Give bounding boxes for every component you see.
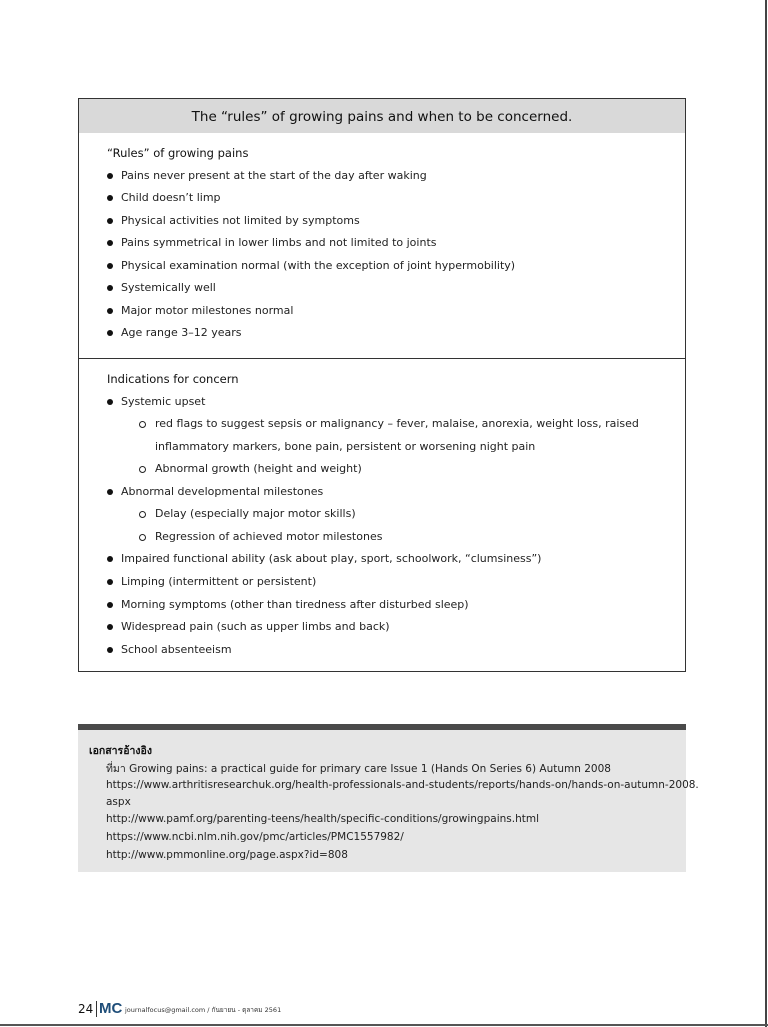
concern-section <box>79 359 685 671</box>
bullet-icon <box>107 489 113 495</box>
rules-section <box>79 133 685 358</box>
list-item: Impaired functional ability (ask about play, sport, schoolwork, “clumsiness”) <box>121 552 541 565</box>
list-item: Physical activities not limited by symptoms <box>121 214 360 227</box>
page-number: 24 <box>78 1002 94 1016</box>
sub-list-item: Regression of achieved motor milestones <box>155 530 382 543</box>
list-item: Morning symptoms (other than tiredness after disturbed sleep) <box>121 598 469 611</box>
references-panel <box>78 730 699 872</box>
list-item: Limping (intermittent or persistent) <box>121 575 316 588</box>
reference-url: https://www.ncbi.nlm.nih.gov/pmc/articles/PMC1557982/ <box>106 831 404 843</box>
circle-bullet-icon <box>139 511 146 518</box>
circle-bullet-icon <box>139 421 146 428</box>
list-item: Major motor milestones normal <box>121 304 293 317</box>
growing-pains-box <box>78 98 686 672</box>
rules-heading: “Rules” of growing pains <box>107 146 249 160</box>
list-item: Systemically well <box>121 281 216 294</box>
footer-text: journalfocus@gmail.com / กันยายน - ตุลาคม 2561 <box>125 1006 282 1014</box>
box-title: The “rules” of growing pains and when to be concerned. <box>79 99 685 133</box>
concern-heading: Indications for concern <box>107 372 239 386</box>
list-item: School absenteeism <box>121 643 232 656</box>
bullet-icon <box>107 285 113 291</box>
journal-logo: MC <box>99 1000 123 1017</box>
sub-list-item: red flags to suggest sepsis or malignancy – fever, malaise, anorexia, weight loss, raised <box>155 417 639 430</box>
reference-url-continuation: aspx <box>106 796 131 808</box>
bullet-icon <box>107 173 113 179</box>
bullet-icon <box>107 263 113 269</box>
list-item: Child doesn’t limp <box>121 191 221 204</box>
bullet-icon <box>107 195 113 201</box>
list-item: Systemic upset <box>121 395 205 408</box>
bullet-icon <box>107 647 113 653</box>
circle-bullet-icon <box>139 466 146 473</box>
bullet-icon <box>107 602 113 608</box>
reference-url: http://www.pmmonline.org/page.aspx?id=808 <box>106 849 348 861</box>
list-item: Pains never present at the start of the day after waking <box>121 169 427 182</box>
list-item: Widespread pain (such as upper limbs and back) <box>121 620 390 633</box>
reference-line: ที่มา Growing pains: a practical guide for primary care Issue 1 (Hands On Series 6) Autumn 2008 <box>106 763 611 775</box>
page-edge-right <box>765 0 767 1027</box>
reference-url: https://www.arthritisresearchuk.org/health-professionals-and-students/reports/hands-on/hands-on-autumn-2008. <box>106 779 699 791</box>
bullet-icon <box>107 218 113 224</box>
bullet-icon <box>107 399 113 405</box>
page-edge-bottom <box>0 1024 768 1026</box>
sub-list-item: Abnormal growth (height and weight) <box>155 462 362 475</box>
list-item: Age range 3–12 years <box>121 326 242 339</box>
bullet-icon <box>107 308 113 314</box>
bullet-icon <box>107 330 113 336</box>
bullet-icon <box>107 240 113 246</box>
sub-list-item-continuation: inflammatory markers, bone pain, persistent or worsening night pain <box>155 440 536 453</box>
references-heading: เอกสารอ้างอิง <box>89 745 152 757</box>
bullet-icon <box>107 579 113 585</box>
bullet-icon <box>107 624 113 630</box>
list-item: Abnormal developmental milestones <box>121 485 323 498</box>
circle-bullet-icon <box>139 534 146 541</box>
bullet-icon <box>107 556 113 562</box>
reference-url: http://www.pamf.org/parenting-teens/health/specific-conditions/growingpains.html <box>106 813 539 825</box>
footer-divider <box>96 1001 97 1017</box>
list-item: Pains symmetrical in lower limbs and not limited to joints <box>121 236 436 249</box>
sub-list-item: Delay (especially major motor skills) <box>155 507 356 520</box>
list-item: Physical examination normal (with the exception of joint hypermobility) <box>121 259 515 272</box>
